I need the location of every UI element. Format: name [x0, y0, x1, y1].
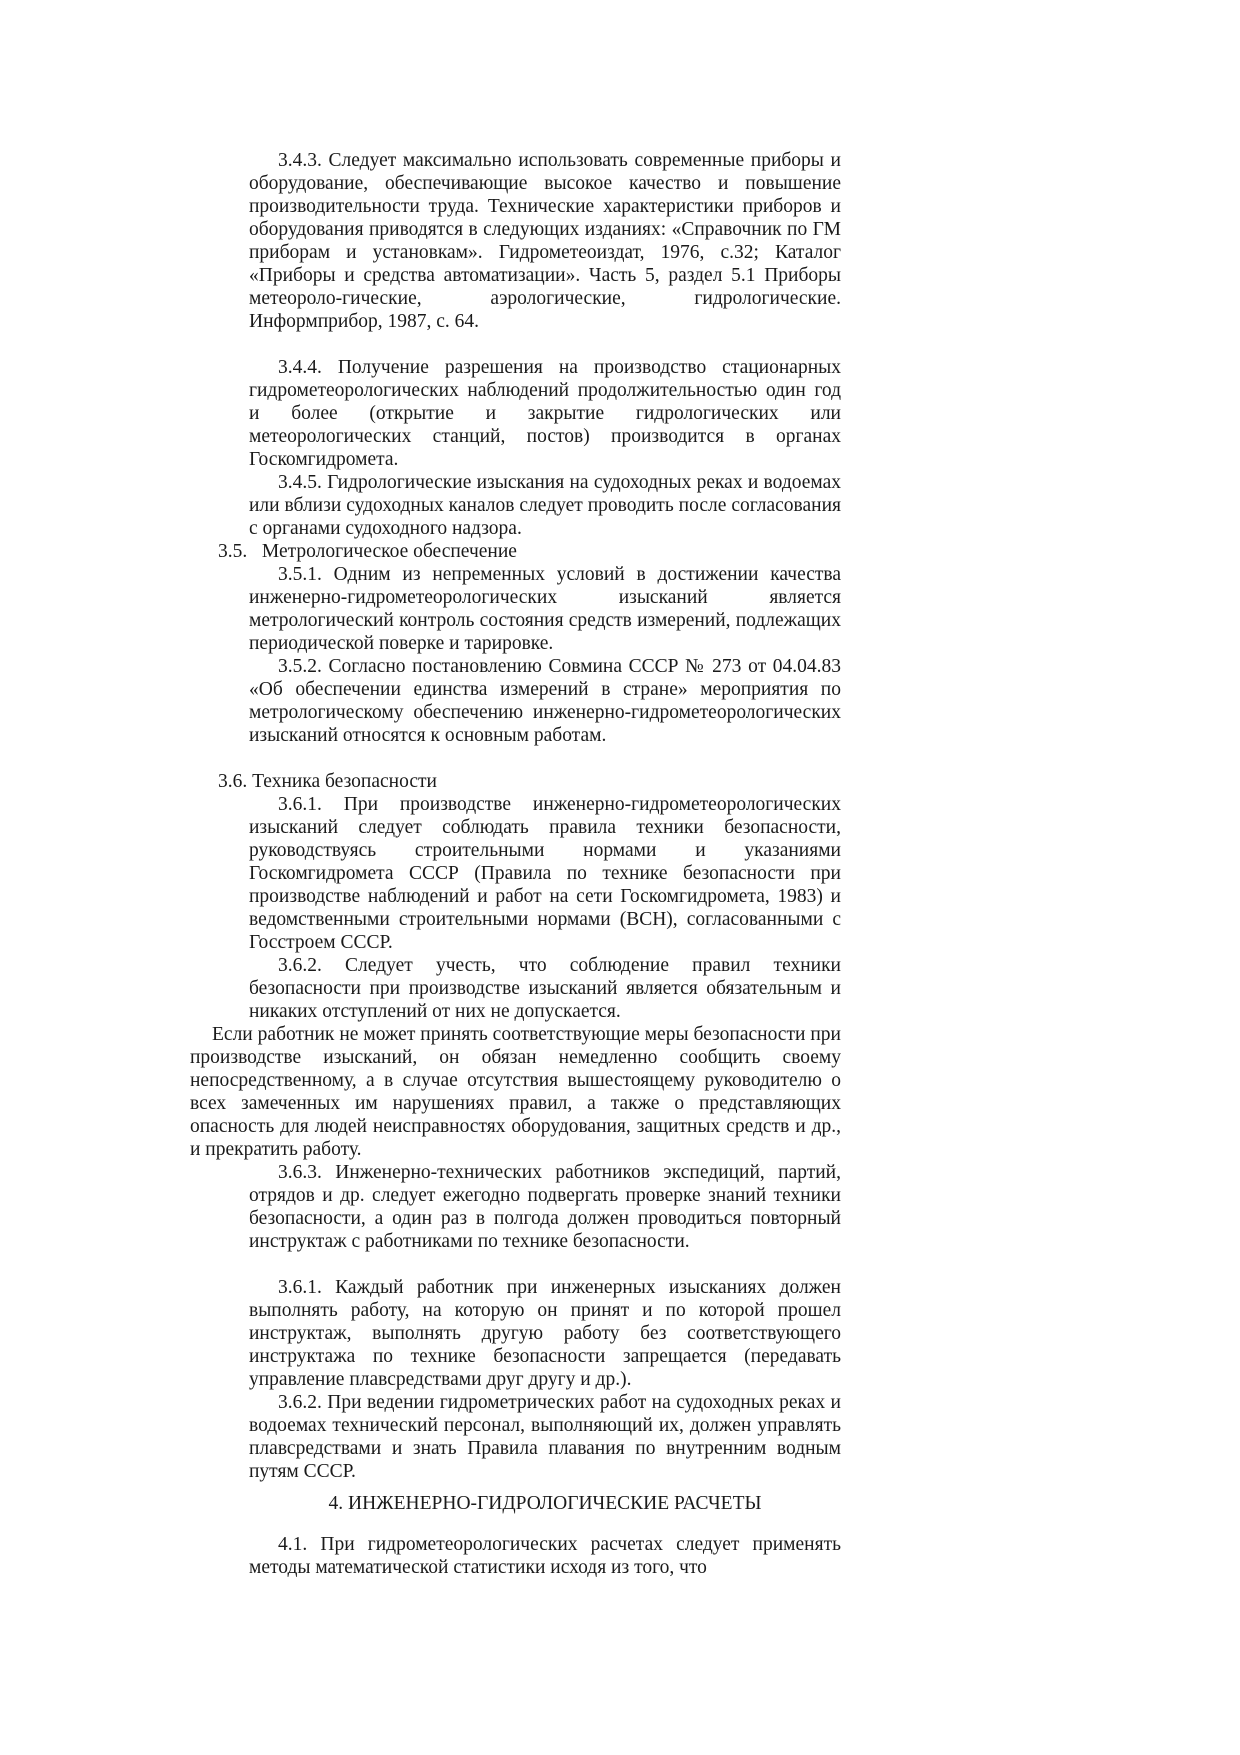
paragraph-worker-duty: Если работник не может принять соответствующие меры безопасности при производстве изысканий, он обязан немедленно сообщить своему непосредственному, а в случае отсутствия вышестоящему руководителю о всех замеченных им нарушениях правил, а также о представляющих опасность для людей неисправностях оборудования, защитных средств и др., и прекратить работу. — [190, 1024, 841, 1160]
paragraph-3-4-3: 3.4.3. Следует максимально использовать современные приборы и оборудование, обеспечивающие высокое качество и повышение производительности труда. Технические характеристики приборов и оборудования приводятся в следующих изданиях: «Справочник по ГМ приборам и установкам». Гидрометеоиздат, 1976, с.32; Каталог «Приборы и средства автоматизации». Часть 5, раздел 5.1 Приборы метеороло-гические, аэрологические, гидрологические. Информприбор, 1987, с. 64. — [249, 150, 841, 332]
paragraph-3-6-1-second: 3.6.1. Каждый работник при инженерных изысканиях должен выполнять работу, на которую он принят и по которой прошел инструктаж, выполнять другую работу без соответствующего инструктажа по технике безопасности запрещается (передавать управление плавсредствами друг другу и др.). — [249, 1277, 841, 1390]
paragraph-3-6-2: 3.6.2. Следует учесть, что соблюдение правил техники безопасности при производстве изысканий является обязательным и никаких отступлений от них не допускается. — [249, 955, 841, 1022]
paragraph-3-5-2: 3.5.2. Согласно постановлению Совмина СССР № 273 от 04.04.83 «Об обеспечении единства измерений в стране» мероприятия по метрологическому обеспечению инженерно-гидрометеорологических изысканий относятся к основным работам. — [249, 656, 841, 746]
chapter-heading-4: 4. ИНЖЕНЕРНО-ГИДРОЛОГИЧЕСКИЕ РАСЧЕТЫ — [328, 1493, 762, 1514]
paragraph-3-6-1: 3.6.1. При производстве инженерно-гидрометеорологических изысканий следует соблюдать правила техники безопасности, руководствуясь строительными нормами и указаниями Госкомгидромета СССР (Правила по технике безопасности при производстве наблюдений и работ на сети Госкомгидромета, 1983) и ведомственными строительными нормами (ВСН), согласованными с Госстроем СССР. — [249, 794, 841, 953]
paragraph-3-4-4: 3.4.4. Получение разрешения на производство стационарных гидрометеорологических наблюдений продолжительностью один год и более (открытие и закрытие гидрологических или метеорологических станций, постов) производится в органах Госкомгидромета. — [249, 357, 841, 470]
paragraph-4-1: 4.1. При гидрометеорологических расчетах следует применять методы математической статистики исходя из того, что — [249, 1534, 841, 1578]
paragraph-3-5-1: 3.5.1. Одним из непременных условий в достижении качества инженерно-гидрометеорологических изысканий является метрологический контроль состояния средств измерений, подлежащих периодической поверке и тарировке. — [249, 564, 841, 654]
paragraph-3-6-2-second: 3.6.2. При ведении гидрометрических работ на судоходных реках и водоемах технический персонал, выполняющий их, должен управлять плавсредствами и знать Правила плавания по внутренним водным путям СССР. — [249, 1392, 841, 1482]
paragraph-3-4-5: 3.4.5. Гидрологические изыскания на судоходных реках и водоемах или вблизи судоходных каналов следует проводить после согласования с органами судоходного надзора. — [249, 472, 841, 539]
section-heading-3-6: 3.6. Техника безопасности — [218, 771, 437, 792]
section-heading-3-5: 3.5. Метрологическое обеспечение — [218, 541, 517, 562]
paragraph-3-6-3: 3.6.3. Инженерно-технических работников экспедиций, партий, отрядов и др. следует ежегодно подвергать проверке знаний техники безопасности, а один раз в полгода должен проводиться повторный инструктаж с работниками по технике безопасности. — [249, 1162, 841, 1252]
